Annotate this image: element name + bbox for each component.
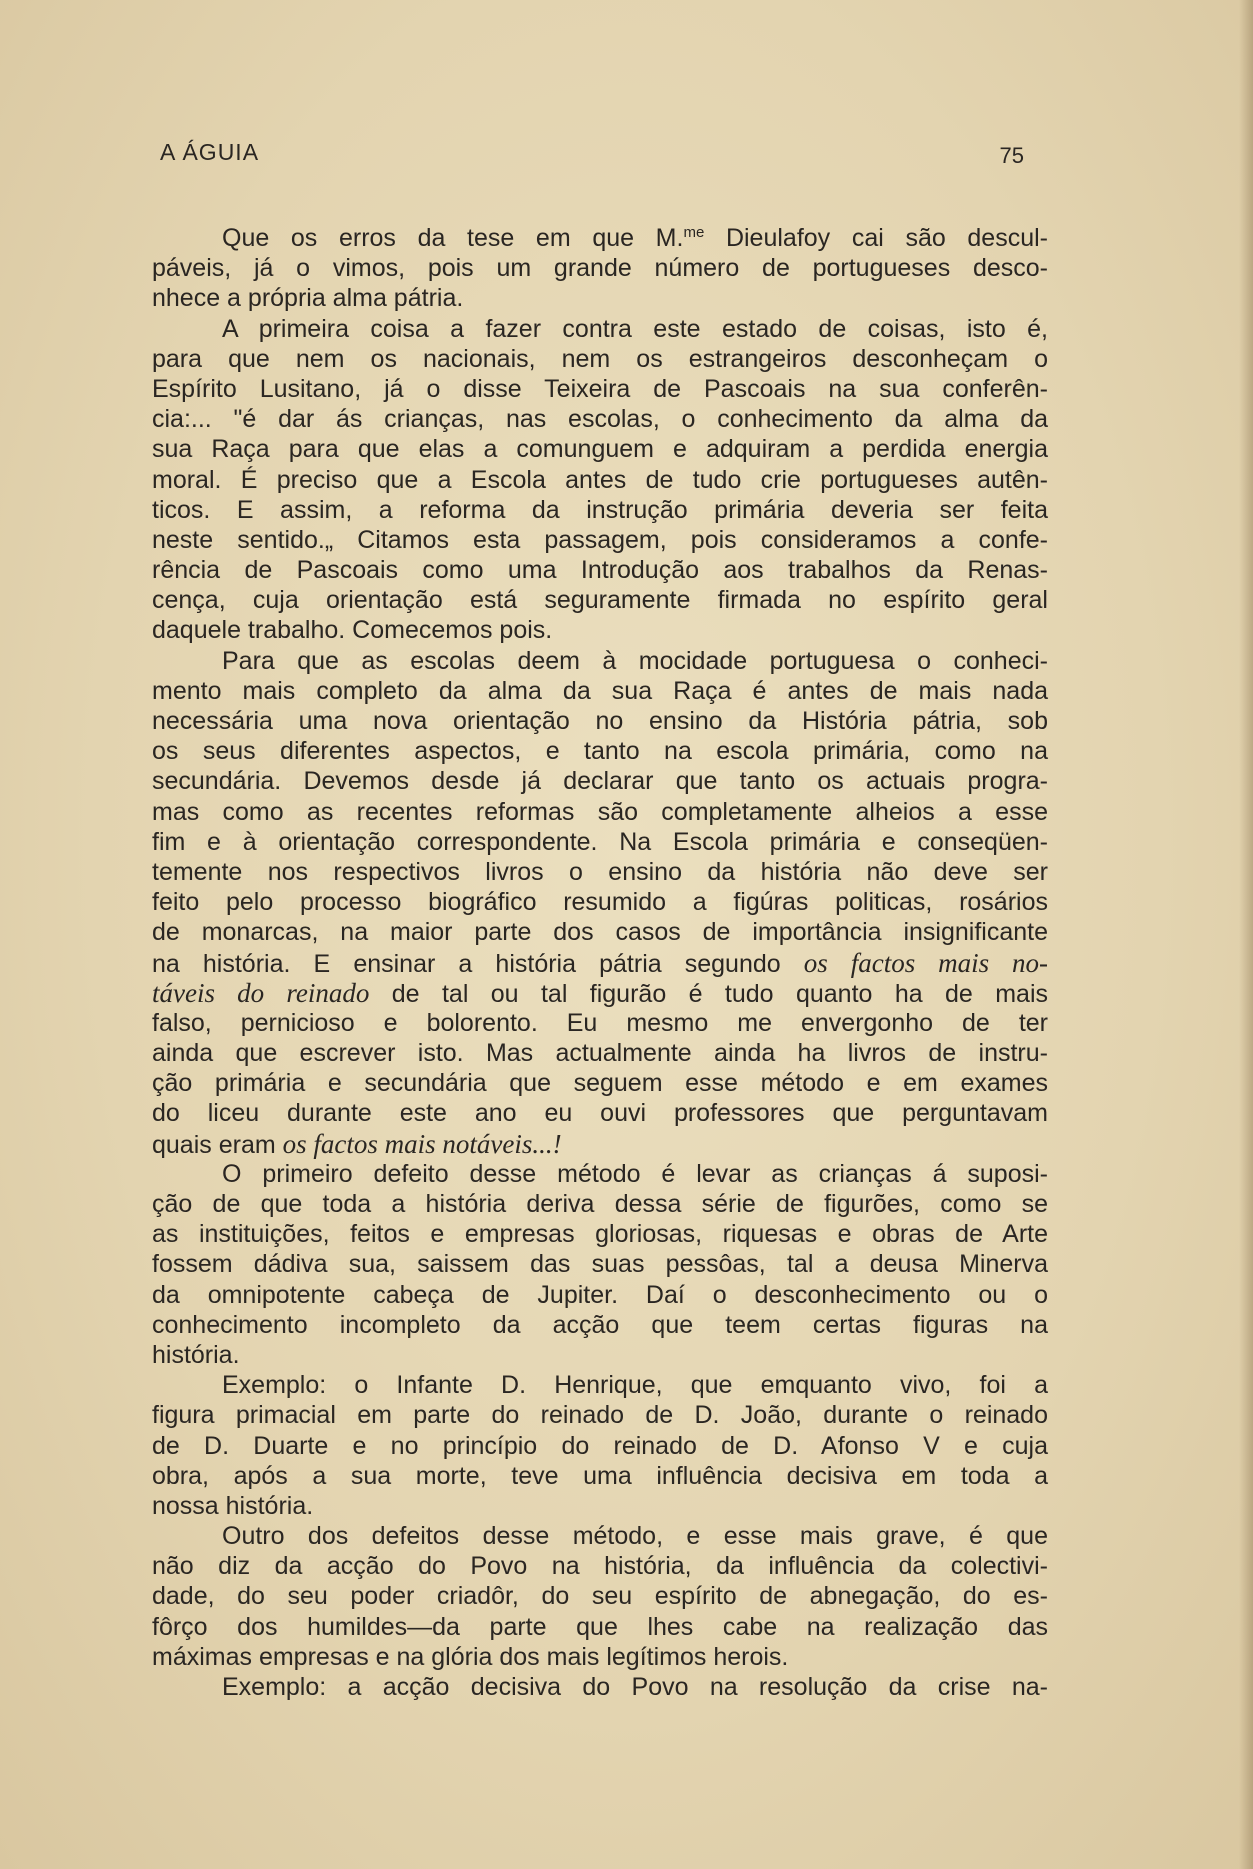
text-line: mento mais completo da alma da sua Raça é antes de mais nada <box>152 676 1048 705</box>
text-line: na história. E ensinar a história pátria segundo os factos mais no- <box>152 947 1049 978</box>
text-line: Outro dos defeitos desse método, e esse mais grave, é que <box>222 1522 1048 1551</box>
text-line: Exemplo: a acção decisiva do Povo na resolução da crise na- <box>222 1673 1048 1701</box>
superscript: me <box>683 224 705 241</box>
text-line: neste sentido.„ Citamos esta passagem, pois consideramos a confe- <box>152 525 1048 554</box>
text-line: O primeiro defeito desse método é levar as crianças á suposi- <box>222 1159 1048 1188</box>
text-line: páveis, já o vimos, pois um grande número de portugueses desco- <box>152 254 1048 283</box>
text-line: A primeira coisa a fazer contra este estado de coisas, isto é, <box>222 314 1048 343</box>
text-line: figura primacial em parte do reinado de D. João, durante o reinado <box>152 1401 1048 1430</box>
text-line: cença, cuja orientação está seguramente firmada no espírito geral <box>152 586 1048 615</box>
text-line: para que nem os nacionais, nem os estrangeiros desconheçam o <box>152 344 1048 373</box>
text-line: ticos. E assim, a reforma da instrução primária deveria ser feita <box>152 495 1048 524</box>
text-line: mas como as recentes reformas são completamente alheios a esse <box>152 797 1048 826</box>
text-line: conhecimento incompleto da acção que teem certas figuras na <box>152 1310 1048 1339</box>
text-line: quais eram os factos mais notáveis...! <box>152 1128 562 1159</box>
text-line: dade, do seu poder criadôr, do seu espírito de abnegação, do es- <box>152 1582 1048 1611</box>
text-line: ção de que toda a história deriva dessa série de figurões, como se <box>152 1190 1048 1218</box>
text-line: cia:... "é dar ás crianças, nas escolas, o conhecimento da alma da <box>152 405 1048 434</box>
text-line: daquele trabalho. Comecemos pois. <box>152 616 553 645</box>
text-line: ainda que escrever isto. Mas actualmente ainda ha livros de instru- <box>152 1039 1048 1068</box>
text-line: Exemplo: o Infante D. Henrique, que emquanto vivo, foi a <box>222 1371 1048 1400</box>
text-line: secundária. Devemos desde já declarar que tanto os actuais progra- <box>152 767 1048 796</box>
text-line: de D. Duarte e no princípio do reinado de D. Afonso V e cuja <box>152 1431 1048 1460</box>
text-line: do liceu durante este ano eu ouvi professores que perguntavam <box>152 1099 1048 1128</box>
text-line: de monarcas, na maior parte dos casos de importância insignificante <box>152 918 1048 947</box>
text-line: da omnipotente cabeça de Jupiter. Daí o desconhecimento ou o <box>152 1280 1048 1309</box>
text-line: táveis do reinado de tal ou tal figurão é tudo quanto ha de mais <box>152 977 1049 1008</box>
text-line: ção primária e secundária que seguem esse método e em exames <box>152 1069 1048 1098</box>
text-line: nhece a própria alma pátria. <box>152 284 464 313</box>
text-line: Espírito Lusitano, já o disse Teixeira de Pascoais na sua conferên- <box>152 374 1048 403</box>
text-line: não diz da acção do Povo na história, da influência da colectivi- <box>152 1552 1048 1581</box>
text-line: fossem dádiva sua, saissem das suas pessôas, tal a deusa Minerva <box>152 1250 1048 1279</box>
page-edge-shadow <box>1239 0 1253 1869</box>
italic-phrase: os factos mais notáveis...! <box>282 1128 562 1159</box>
text-line: Para que as escolas deem à mocidade portuguesa o conheci- <box>222 646 1048 675</box>
running-title: A ÁGUIA <box>160 139 260 165</box>
text-line: necessária uma nova orientação no ensino da História pátria, sob <box>152 707 1048 735</box>
text-line: moral. É preciso que a Escola antes de tudo crie portugueses autên- <box>152 465 1048 494</box>
text-line: sua Raça para que elas a comunguem e adquiram a perdida energia <box>152 435 1048 464</box>
text-line: história. <box>152 1340 240 1369</box>
body-text <box>152 223 1048 1702</box>
text-line: temente nos respectivos livros o ensino da história não deve ser <box>152 857 1048 886</box>
italic-phrase: táveis do reinado <box>152 977 370 1008</box>
text-line: falso, pernicioso e bolorento. Eu mesmo me envergonho de ter <box>152 1008 1048 1037</box>
text-line: fim e à orientação correspondente. Na Escola primária e conseqüen- <box>152 827 1048 856</box>
text-line: as instituições, feitos e empresas gloriosas, riquesas e obras de Arte <box>152 1220 1048 1249</box>
page-number: 75 <box>999 143 1024 168</box>
text-line: rência de Pascoais como uma Introdução aos trabalhos da Renas- <box>152 556 1048 585</box>
text-line: máximas empresas e na glória dos mais legítimos herois. <box>152 1642 789 1671</box>
text-line: os seus diferentes aspectos, e tanto na escola primária, como na <box>152 737 1048 766</box>
text-line: obra, após a sua morte, teve uma influência decisiva em toda a <box>152 1461 1048 1490</box>
text-line: nossa história. <box>152 1491 314 1520</box>
running-head <box>160 139 1024 179</box>
text-line: Que os erros da tese em que M.$^{me}$ Dieulafoy cai são descul- <box>222 224 1048 252</box>
italic-phrase: os factos mais no- <box>803 947 1049 978</box>
text-line: feito pelo processo biográfico resumido a figúras politicas, rosários <box>152 888 1048 917</box>
text-line: fôrço dos humildes—da parte que lhes cabe na realização das <box>152 1612 1048 1641</box>
